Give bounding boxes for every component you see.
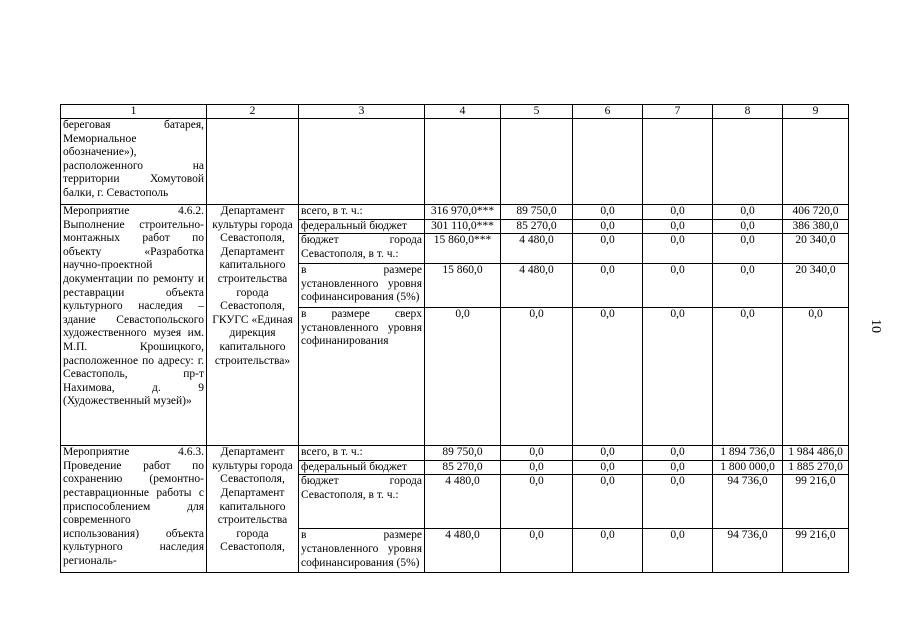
- column-number: 9: [783, 105, 849, 119]
- value-cell: 0,0: [573, 446, 643, 461]
- value-cell: 0,0: [783, 308, 849, 446]
- value-cell: 301 110,0***: [425, 219, 501, 234]
- column-number: 6: [573, 105, 643, 119]
- value-cell: 4 480,0: [425, 475, 501, 529]
- value-cell: 89 750,0: [501, 205, 573, 220]
- value-cell: 0,0: [713, 219, 783, 234]
- value-cell: 0,0: [501, 460, 573, 475]
- table-row: [61, 205, 849, 220]
- column-number: 7: [643, 105, 713, 119]
- funding-source-cell: в размере установленного уровня софинансирования (5%): [299, 264, 425, 308]
- value-cell: 0,0: [425, 308, 501, 446]
- value-cell: 0,0: [643, 205, 713, 220]
- value-cell: 406 720,0: [783, 205, 849, 220]
- value-cell: 89 750,0: [425, 446, 501, 461]
- value-cell: 0,0: [643, 475, 713, 529]
- value-cell: 0,0: [573, 308, 643, 446]
- value-cell: 1 885 270,0: [783, 460, 849, 475]
- funding-source-cell: в размере сверх установленного уровня софинанирования: [299, 308, 425, 446]
- column-number: 3: [299, 105, 425, 119]
- value-cell: 0,0: [713, 308, 783, 446]
- value-cell: 0,0: [713, 264, 783, 308]
- value-cell: 0,0: [573, 219, 643, 234]
- value-cell: 1 894 736,0: [713, 446, 783, 461]
- value-cell: 0,0: [643, 529, 713, 573]
- value-cell: 0,0: [501, 475, 573, 529]
- value-cell: 0,0: [573, 460, 643, 475]
- funding-source-cell: всего, в т. ч.:: [299, 205, 425, 220]
- value-cell: 0,0: [643, 460, 713, 475]
- funding-source-cell: в размере установленного уровня софинансирования (5%): [299, 529, 425, 573]
- value-cell: 0,0: [501, 529, 573, 573]
- measure-name-cell: береговая батарея, Мемориальное обозначение»), расположенного на территории Хомутовой балки, г. Севастополь: [61, 119, 207, 205]
- column-number: 5: [501, 105, 573, 119]
- funding-table: [60, 104, 849, 573]
- value-cell: 99 216,0: [783, 529, 849, 573]
- value-cell: 0,0: [713, 205, 783, 220]
- column-number: 8: [713, 105, 783, 119]
- value-cell: 20 340,0: [783, 264, 849, 308]
- value-cell: 99 216,0: [783, 475, 849, 529]
- measure-name-cell: Мероприятие 4.6.2. Выполнение строительно-монтажных работ по объекту «Разработка научно-проектной документации по ремонту и реставрации объекта культурного наследия – здание Севастопольского художественного музея им. М.П. Крошицкого, расположенное по адресу: г. Севастополь, пр-т Нахимова, д. 9 (Художественный музей)»: [61, 205, 207, 446]
- value-cell: 4 480,0: [425, 529, 501, 573]
- column-number: 2: [207, 105, 299, 119]
- value-cell: 0,0: [573, 234, 643, 264]
- value-cell: 0,0: [573, 529, 643, 573]
- measure-name-cell: Мероприятие 4.6.3. Проведение работ по сохранению (ремонтно-реставрационные работы с приспособлением для современного использования) объекта культурного наследия региональ-: [61, 446, 207, 573]
- value-cell: 0,0: [643, 446, 713, 461]
- value-cell: 316 970,0***: [425, 205, 501, 220]
- executor-cell: Департамент культуры города Севастополя, Департамент капитального строительства города Севастополя,: [207, 446, 299, 573]
- value-cell: 0,0: [573, 205, 643, 220]
- value-cell: 15 860,0: [425, 264, 501, 308]
- value-cell: 0,0: [501, 446, 573, 461]
- page-number: 10: [868, 319, 883, 333]
- value-cell: 0,0: [643, 308, 713, 446]
- executor-cell: Департамент культуры города Севастополя, Департамент капитального строительства города Севастополя, ГКУГС «Единая дирекция капитального строительства»: [207, 205, 299, 446]
- value-cell: 15 860,0***: [425, 234, 501, 264]
- column-number: 1: [61, 105, 207, 119]
- value-cell: 0,0: [713, 234, 783, 264]
- funding-source-cell: бюджет города Севастополя, в т. ч.:: [299, 475, 425, 529]
- value-cell: 94 736,0: [713, 529, 783, 573]
- column-number: 4: [425, 105, 501, 119]
- value-cell: 0,0: [573, 475, 643, 529]
- value-cell: 20 340,0: [783, 234, 849, 264]
- value-cell: 0,0: [643, 264, 713, 308]
- funding-source-cell: бюджет города Севастополя, в т. ч.:: [299, 234, 425, 264]
- funding-source-cell: всего, в т. ч.:: [299, 446, 425, 461]
- value-cell: 85 270,0: [425, 460, 501, 475]
- value-cell: 386 380,0: [783, 219, 849, 234]
- value-cell: 0,0: [643, 219, 713, 234]
- funding-source-cell: федеральный бюджет: [299, 219, 425, 234]
- column-number-header-row: [61, 105, 849, 119]
- value-cell: 94 736,0: [713, 475, 783, 529]
- value-cell: 0,0: [643, 234, 713, 264]
- value-cell: 4 480,0: [501, 264, 573, 308]
- value-cell: 4 480,0: [501, 234, 573, 264]
- value-cell: 1 800 000,0: [713, 460, 783, 475]
- table-row: [61, 119, 849, 205]
- funding-source-cell: федеральный бюджет: [299, 460, 425, 475]
- table-row: [61, 446, 849, 461]
- value-cell: 1 984 486,0: [783, 446, 849, 461]
- value-cell: 0,0: [501, 308, 573, 446]
- value-cell: 0,0: [573, 264, 643, 308]
- value-cell: 85 270,0: [501, 219, 573, 234]
